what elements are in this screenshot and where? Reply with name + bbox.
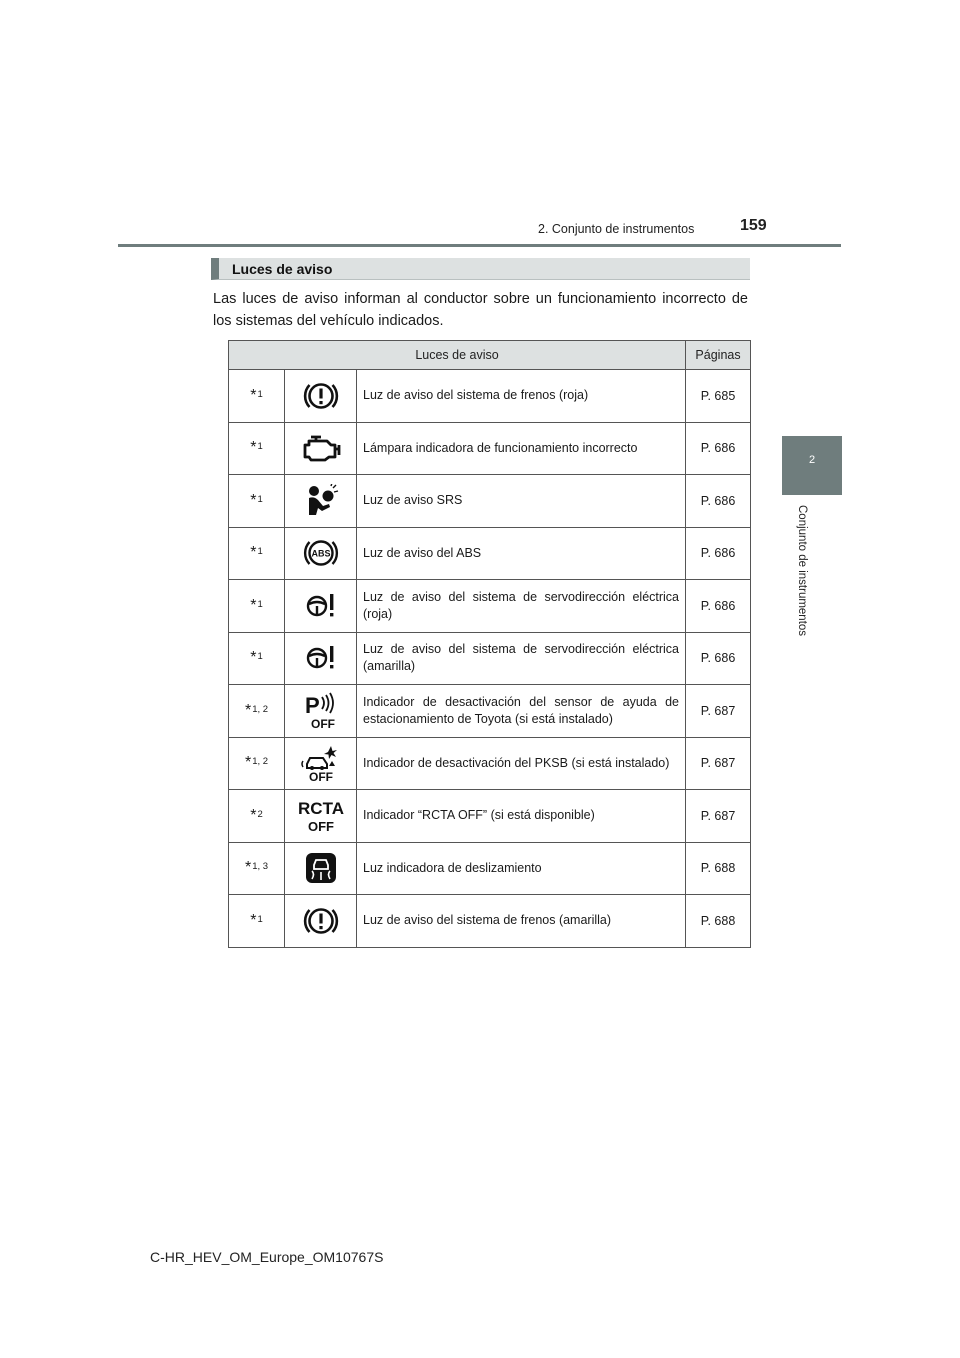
footnote-ref: 1 [257,546,263,558]
brake-warning-amber-icon [303,904,339,938]
header-warning-lights: Luces de aviso [229,341,686,370]
footnote-star: * [244,701,252,719]
description-cell: Indicador de desactivación del sensor de ayuda de estacionamiento de Toyota (si está instalado) [357,685,686,738]
footnote-cell [229,422,285,475]
page-ref-cell: P. 687 [686,737,751,790]
page-ref-cell: P. 686 [686,422,751,475]
description-cell: Lámpara indicadora de funcionamiento incorrecto [357,422,686,475]
page-ref-cell: P. 687 [686,685,751,738]
icon-cell [285,842,357,895]
srs-airbag-icon [303,484,339,518]
footnote-ref: 2 [257,808,263,820]
parking-sensor-off-icon [301,692,341,730]
parking-icon-letter: P [304,692,320,718]
parking-icon-off: OFF [310,716,335,730]
description-cell: Luz de aviso del ABS [357,527,686,580]
icon-cell [285,370,357,423]
footnote-star: * [244,859,252,877]
footnote-star: * [250,439,257,457]
icon-cell [285,527,357,580]
footnote-ref: 1 [257,388,263,400]
footnote-star: * [250,911,257,929]
eps-red-icon [303,591,339,621]
icon-cell [285,632,357,685]
footnote-star: * [250,806,257,824]
abs-icon [303,536,339,570]
page-ref-cell: P. 686 [686,632,751,685]
footnote-ref: 1 [257,493,263,505]
engine-malfunction-icon [301,433,341,463]
description-cell: Luz de aviso del sistema de servodirección eléctrica (roja) [357,580,686,633]
footnote-cell [229,370,285,423]
pksb-off-icon [301,744,341,782]
page-number: 159 [740,217,767,234]
table-row [229,790,751,843]
icon-cell [285,685,357,738]
table-header-row [229,341,751,370]
table-row [229,475,751,528]
footnote-star: * [244,754,252,772]
footnote-ref: 1 [257,441,263,453]
footnote-star: * [250,596,257,614]
footnote-star: * [250,649,257,667]
footnote-cell [229,527,285,580]
rcta-icon-line2: OFF [307,818,334,834]
warning-lights-table [228,340,751,948]
slip-indicator-icon [304,851,338,885]
table-row [229,737,751,790]
pksb-icon-off: OFF [308,770,333,783]
table-row [229,632,751,685]
footnote-cell [229,632,285,685]
footnote-cell [229,895,285,948]
description-cell: Luz de aviso del sistema de frenos (amarilla) [357,895,686,948]
table-row [229,895,751,948]
footnote-star: * [250,544,257,562]
header-pages: Páginas [686,341,751,370]
table-row [229,527,751,580]
page-ref-cell: P. 688 [686,895,751,948]
footnote-ref: 1, 2 [252,703,269,715]
footnote-cell [229,475,285,528]
footnote-cell [229,685,285,738]
description-cell: Indicador “RCTA OFF” (si está disponible) [357,790,686,843]
rcta-icon-line1: RCTA [297,798,344,818]
page-ref-cell: P. 685 [686,370,751,423]
table-row [229,422,751,475]
brake-warning-red-icon [303,379,339,413]
description-cell: Indicador de desactivación del PKSB (si está instalado) [357,737,686,790]
footnote-ref: 1 [257,598,263,610]
table-row [229,685,751,738]
icon-cell [285,790,357,843]
rcta-off-icon [294,798,348,834]
footnote-cell [229,580,285,633]
description-cell: Luz de aviso del sistema de servodirección eléctrica (amarilla) [357,632,686,685]
description-cell: Luz indicadora de deslizamiento [357,842,686,895]
page-ref-cell: P. 687 [686,790,751,843]
table-row [229,580,751,633]
page-ref-cell: P. 686 [686,475,751,528]
footnote-star: * [250,491,257,509]
footnote-ref: 1 [257,913,263,925]
side-chapter-label: Conjunto de instrumentos [796,505,808,637]
footnote-ref: 1 [257,651,263,663]
footer-doc-id: C-HR_HEV_OM_Europe_OM10767S [150,1249,384,1265]
header-rule [118,244,841,247]
page-ref-cell: P. 688 [686,842,751,895]
page-ref-cell: P. 686 [686,580,751,633]
abs-icon-text: ABS [310,548,331,559]
icon-cell [285,422,357,475]
page-ref-cell: P. 686 [686,527,751,580]
table-row [229,370,751,423]
description-cell: Luz de aviso SRS [357,475,686,528]
footnote-cell [229,737,285,790]
icon-cell [285,895,357,948]
section-heading [211,258,750,280]
side-chapter-number: 2 [808,454,816,466]
footnote-ref: 1, 3 [252,861,269,873]
icon-cell [285,737,357,790]
footnote-cell [229,790,285,843]
intro-paragraph: Las luces de aviso informan al conductor sobre un funcionamiento incorrecto de los sistemas del vehículo indicados. [213,291,748,329]
icon-cell [285,475,357,528]
icon-cell [285,580,357,633]
description-cell: Luz de aviso del sistema de frenos (roja) [357,370,686,423]
footnote-ref: 1, 2 [252,756,269,768]
footnote-cell [229,842,285,895]
eps-amber-icon [303,643,339,673]
footnote-star: * [250,386,257,404]
section-title: Luces de aviso [232,261,333,277]
table-row [229,842,751,895]
header-section-title: 2. Conjunto de instrumentos [538,222,695,236]
